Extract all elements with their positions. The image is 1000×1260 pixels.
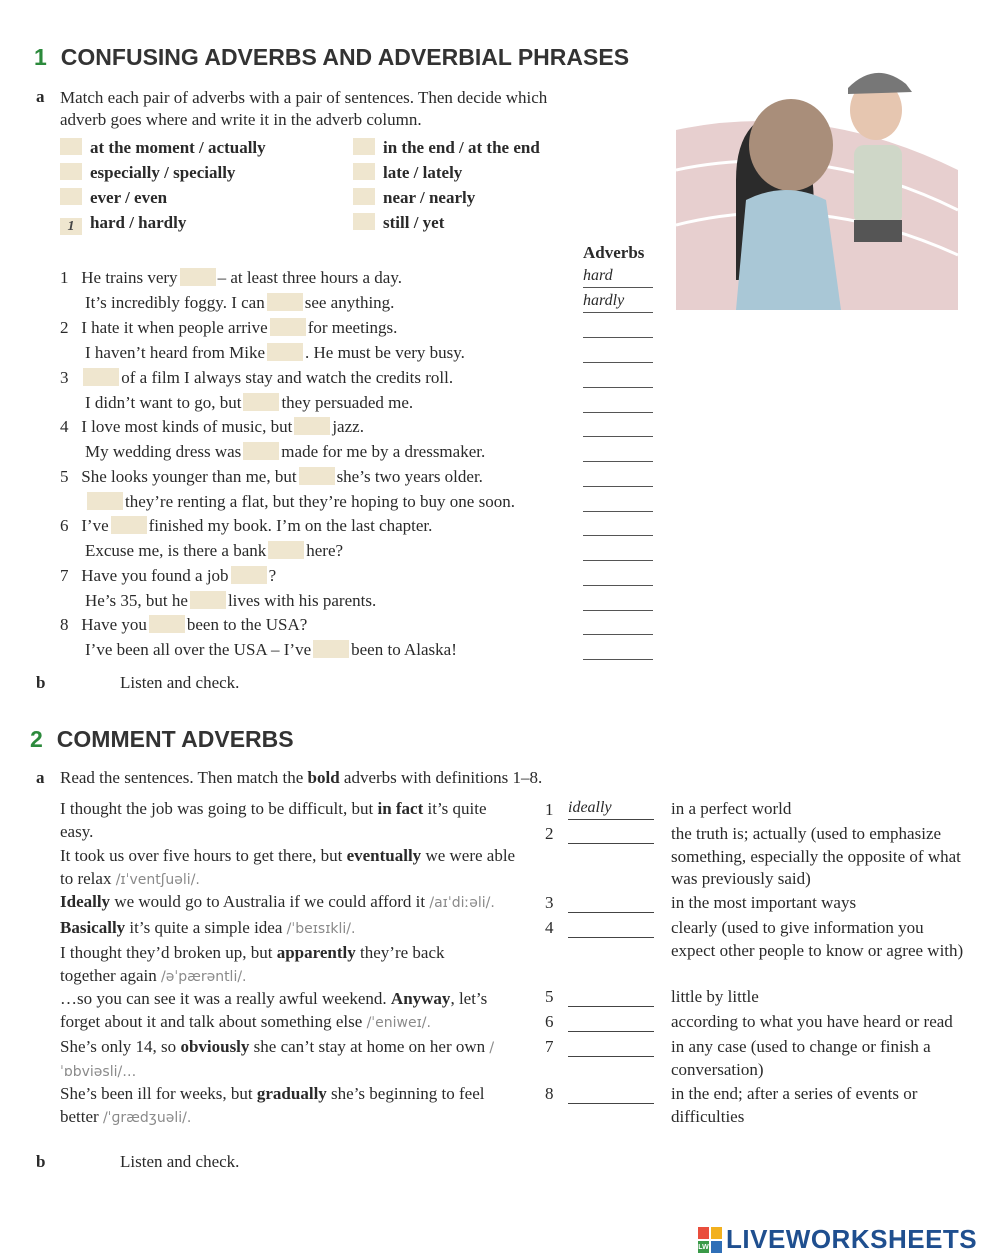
pair-text: at the moment / actually (90, 138, 266, 157)
sentence-gap (294, 417, 330, 435)
sentence-text: jazz. (332, 417, 364, 436)
sentence-text: see anything. (304, 293, 395, 312)
pair-text: in the end / at the end (383, 138, 540, 157)
sentence-gap (243, 393, 279, 411)
sentence-text: Have you (81, 615, 147, 634)
item-number: 6 (60, 516, 69, 535)
comment-sentence (60, 1036, 520, 1083)
liveworksheets-logo-icon (698, 1227, 722, 1253)
section-1-number: 1 (34, 44, 47, 70)
instruction-line: adverb goes where and write it in the adverb column. (60, 110, 422, 129)
adverb-answer[interactable] (583, 565, 653, 586)
adverb-answer[interactable] (583, 515, 653, 536)
list-item (85, 292, 394, 314)
listen-and-check: Listen and check. (120, 673, 240, 692)
definition-text: little by little (671, 987, 759, 1006)
list-item (60, 317, 397, 339)
adverb-answer[interactable]: hard (583, 267, 653, 288)
sentence-text: she can’t stay at home on her own (249, 1037, 490, 1056)
comment-sentence (60, 988, 520, 1034)
listen-and-check: Listen and check. (120, 1152, 240, 1171)
bold-adverb: obviously (180, 1037, 250, 1056)
phonetic: /ˈɡrædʒuəli/. (102, 1109, 192, 1126)
definition-text: in the end; after a series of events or difficulties (671, 1084, 918, 1126)
pair-item (60, 138, 266, 163)
adverb-answer[interactable]: hardly (583, 292, 653, 313)
sentence-text: it’s quite easy. (60, 799, 487, 841)
list-item (60, 367, 453, 389)
sentence-text: She’s only 14, so (60, 1037, 181, 1056)
pair-text: late / lately (383, 163, 463, 182)
adverb-answer[interactable] (583, 441, 653, 462)
definition-answer[interactable] (568, 1036, 654, 1057)
comment-sentence (60, 845, 520, 891)
sentence-text: she’s beginning to feel better (60, 1084, 485, 1126)
pair-item (353, 163, 540, 188)
instruction-line: Match each pair of adverbs with a pair of sentences. Then decide which (60, 88, 548, 107)
part-a-instruction (60, 87, 620, 131)
pair-answer-box[interactable] (60, 188, 82, 205)
adverb-answer[interactable] (583, 342, 653, 363)
phonetic: /aɪˈdiːəli/. (429, 895, 495, 911)
sentence-text: finished my book. I’m on the last chapter. (148, 516, 433, 535)
sentence-text: lives with his parents. (227, 591, 377, 610)
bold-adverb: eventually (346, 846, 422, 865)
bold-adverb: apparently (276, 943, 356, 962)
part-b-label: b (36, 673, 46, 692)
bold-adverb: in fact (377, 799, 424, 818)
sentence-gap (231, 566, 267, 584)
sentence-gap (267, 343, 303, 361)
list-item (60, 565, 276, 587)
item-number: 7 (60, 566, 69, 585)
sentence-text: …so you can see it was a really awful weekend. (60, 989, 391, 1008)
sentence-text: I’ve (81, 516, 109, 535)
pair-item (60, 213, 266, 238)
item-number: 5 (60, 467, 69, 486)
pair-answer-box[interactable] (353, 138, 375, 155)
sentence-text: He trains very (81, 268, 178, 287)
sentence-text: of a film I always stay and watch the credits roll. (121, 368, 454, 387)
sentence-text: I hate it when people arrive (81, 318, 268, 337)
sentence-text: She’s been ill for weeks, but (60, 1084, 257, 1103)
sentence-text: He’s 35, but he (85, 591, 188, 610)
sentence-text: It’s incredibly foggy. I can (85, 293, 265, 312)
sentence-text: they persuaded me. (281, 393, 414, 412)
sentence-text: . He must be very busy. (305, 343, 465, 362)
item-number: 3 (60, 368, 69, 387)
sentence-text: it’s quite a simple idea (125, 918, 287, 937)
sentence-gap (267, 293, 303, 311)
pair-answer-box[interactable] (353, 188, 375, 205)
sentence-gap (111, 516, 147, 534)
adverb-answer[interactable] (583, 466, 653, 487)
girl-hair-bun (749, 99, 833, 191)
comment-sentence (60, 798, 520, 844)
sentence-text: they’re renting a flat, but they’re hoping to buy one soon. (125, 492, 515, 511)
adverb-answer[interactable] (583, 491, 653, 512)
adverb-answer[interactable] (583, 416, 653, 437)
part-a-instruction (60, 768, 542, 788)
definition-number: 3 (545, 893, 554, 912)
adverb-answer[interactable] (583, 367, 653, 388)
sentence-gap (87, 492, 123, 510)
definition-number: 8 (545, 1084, 554, 1103)
sentence-text: Have you found a job (81, 566, 229, 585)
sentence-text: we would go to Australia if we could afford it (110, 892, 430, 911)
coach-shirt (854, 145, 902, 225)
coach-shorts (854, 220, 902, 242)
item-number: 4 (60, 417, 69, 436)
list-item (60, 267, 402, 289)
pair-item (60, 163, 266, 188)
girl-dress (736, 190, 841, 310)
item-number: 8 (60, 615, 69, 634)
bold-adverb: Basically (60, 918, 126, 937)
list-item (85, 639, 457, 661)
sentence-text: I thought the job was going to be difficult, but (60, 799, 378, 818)
sentence-text: – at least three hours a day. (217, 268, 402, 287)
pair-answer-box[interactable] (60, 163, 82, 180)
part-a-label: a (36, 768, 45, 787)
sentence-gap (83, 368, 119, 386)
pair-text: hard / hardly (90, 213, 187, 232)
sentence-text: for meetings. (307, 318, 398, 337)
adverb-answer[interactable] (583, 614, 653, 635)
pair-answer-box[interactable] (353, 213, 375, 230)
sentence-text: been to Alaska! (351, 640, 457, 659)
item-number: 2 (60, 318, 69, 337)
definition-answer[interactable] (568, 823, 654, 844)
bold-adverb: gradually (256, 1084, 327, 1103)
sentence-text: I didn’t want to go, but (85, 393, 242, 412)
pair-item (60, 188, 266, 213)
definition-number: 4 (545, 918, 554, 937)
phonetic: /ˈbeɪsɪkli/. (286, 921, 356, 937)
pairs-left (60, 138, 266, 238)
sentence-text: she’s two years older. (336, 467, 483, 486)
definition-number: 1 (545, 800, 554, 819)
pair-text: near / nearly (383, 188, 476, 207)
list-item (60, 515, 432, 537)
sentence-gap (243, 442, 279, 460)
adverb-answer[interactable] (583, 590, 653, 611)
comment-sentence (60, 942, 490, 988)
phonetic: /ˈeniweɪ/. (366, 1014, 431, 1031)
adverbs-header: Adverbs (583, 243, 645, 262)
definition-answer[interactable] (568, 892, 654, 913)
list-item (60, 614, 307, 636)
sentence-text: here? (306, 541, 344, 560)
definition-answer[interactable]: ideally (568, 799, 654, 820)
definition-answer[interactable] (568, 917, 654, 938)
pair-item (353, 188, 540, 213)
pairs-right (353, 138, 540, 238)
definition-answer[interactable] (568, 1011, 654, 1032)
sentence-text: ? (268, 566, 277, 585)
comment-sentence (60, 917, 520, 941)
list-item (85, 441, 485, 463)
section-2-heading (30, 726, 294, 753)
list-item (60, 466, 483, 488)
definition-number: 7 (545, 1037, 554, 1056)
section-2-number: 2 (30, 726, 43, 752)
sentence-text: I thought they’d broken up, but (60, 943, 277, 962)
section-2-title: COMMENT ADVERBS (56, 726, 294, 752)
definition-answer[interactable] (568, 986, 654, 1007)
sentence-gap (190, 591, 226, 609)
definition-number: 5 (545, 987, 554, 1006)
cap (848, 73, 912, 94)
sentence-text: It took us over five hours to get there, but (60, 846, 347, 865)
list-item (85, 342, 465, 364)
adverb-answer[interactable] (583, 317, 653, 338)
list-item (60, 416, 364, 438)
list-item (85, 392, 413, 414)
instruction-text: adverbs with definitions 1–8. (343, 768, 543, 787)
sentence-text: Excuse me, is there a bank (85, 541, 267, 560)
sentence-gap (268, 541, 304, 559)
sentence-text: , let’s forget about it and talk about something else (60, 989, 488, 1031)
phonetic: /əˈpærəntli/. (161, 968, 247, 985)
bold-adverb: Anyway (390, 989, 451, 1008)
definition-text: in any case (used to change or finish a conversation) (671, 1037, 931, 1079)
sentence-text: we were able to relax (60, 846, 516, 888)
sentence-gap (299, 467, 335, 485)
adverb-answer[interactable] (583, 392, 653, 413)
pair-text: still / yet (383, 213, 445, 232)
pair-answer-box[interactable] (353, 163, 375, 180)
definition-number: 2 (545, 824, 554, 843)
list-item (85, 540, 343, 562)
bold-adverb: Ideally (60, 892, 111, 911)
comment-sentence (60, 1083, 520, 1129)
sentence-text: I’ve been all over the USA – I’ve (85, 640, 312, 659)
list-item (85, 491, 515, 513)
part-b-label: b (36, 1152, 46, 1171)
logo-letters: LW (698, 1243, 709, 1251)
pair-answer-box[interactable]: 1 (60, 218, 82, 235)
runner-illustration (676, 50, 958, 310)
sentence-text: I haven’t heard from Mike (85, 343, 266, 362)
sentence-text: they’re back together again (60, 943, 445, 985)
liveworksheets-brand (698, 1224, 977, 1255)
item-number: 1 (60, 268, 69, 287)
definition-text: clearly (used to give information you expect other people to know or agree with) (671, 918, 964, 960)
pair-answer-box[interactable] (60, 138, 82, 155)
pair-text: especially / specially (90, 163, 236, 182)
definition-answer[interactable] (568, 1083, 654, 1104)
list-item (85, 590, 376, 612)
section-1-title: CONFUSING ADVERBS AND ADVERBIAL PHRASES (60, 44, 630, 70)
phonetic: /ɪˈventʃuəli/. (115, 871, 200, 888)
section-1-heading (34, 44, 629, 71)
sentence-text: She looks younger than me, but (81, 467, 297, 486)
pair-item (353, 213, 540, 238)
part-a-label: a (36, 87, 45, 106)
instruction-bold: bold (307, 768, 340, 787)
instruction-text: Read the sentences. Then match the (60, 768, 304, 787)
sentence-text: been to the USA? (186, 615, 308, 634)
sentence-gap (313, 640, 349, 658)
brand-text: LIVEWORKSHEETS (726, 1224, 978, 1254)
definition-text: in the most important ways (671, 893, 857, 912)
sentence-text: My wedding dress was (85, 442, 242, 461)
sentence-text: I love most kinds of music, but (81, 417, 293, 436)
sentence-text: made for me by a dressmaker. (281, 442, 486, 461)
pair-text: ever / even (90, 188, 168, 207)
definition-number: 6 (545, 1012, 554, 1031)
definition-text: according to what you have heard or read (671, 1012, 953, 1031)
phonetic: /ˈɒbviəsli/… (60, 1040, 495, 1080)
sentence-gap (180, 268, 216, 286)
comment-sentence (60, 891, 540, 915)
adverb-answer[interactable] (583, 540, 653, 561)
sentence-gap (149, 615, 185, 633)
adverb-answer[interactable] (583, 639, 653, 660)
pair-item (353, 138, 540, 163)
definition-text: in a perfect world (671, 799, 792, 818)
sentence-gap (270, 318, 306, 336)
definition-text: the truth is; actually (used to emphasize something, especially the opposite of what was previously said) (671, 824, 961, 888)
